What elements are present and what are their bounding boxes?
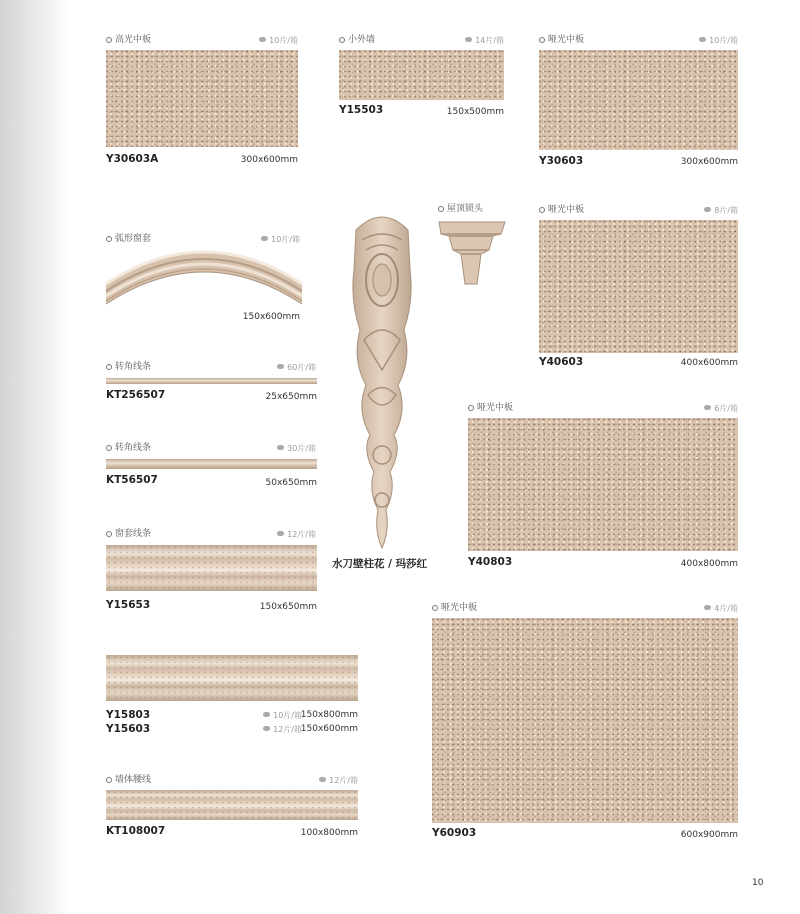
product-code-y15653: Y15653 <box>106 599 151 611</box>
product-name-y40603: 哑光中板 <box>539 205 584 216</box>
product-code-y40803: Y40803 <box>468 556 513 568</box>
bullet-icon <box>468 405 474 411</box>
box-count-y60903: 4片/箱 <box>678 603 738 614</box>
bullet-icon <box>106 37 112 43</box>
box-count-kt108007: 12片/箱 <box>298 775 358 786</box>
tile-swatch-y30603a <box>106 50 298 147</box>
page-spine-shadow <box>0 0 70 914</box>
product-size-y30603a: 300x600mm <box>240 155 298 165</box>
box-icon <box>263 726 270 731</box>
product-size-y40603: 400x600mm <box>680 358 738 368</box>
product-name-kt108007: 墙体腰线 <box>106 775 151 786</box>
box-count-y15803: 10片/箱 <box>250 710 302 721</box>
box-count-y40803: 6片/箱 <box>678 403 738 414</box>
bullet-icon <box>106 531 112 537</box>
molding-kt256507 <box>106 378 317 384</box>
bullet-icon <box>539 37 545 43</box>
arc-molding-image <box>104 246 304 308</box>
product-size-y30603: 300x600mm <box>680 157 738 167</box>
box-count-kt56507: 30片/箱 <box>256 443 316 454</box>
roof-keystone-image <box>437 220 507 286</box>
product-name-kt56507: 转角线条 <box>106 443 151 454</box>
product-size-y60903: 600x900mm <box>680 830 738 840</box>
box-icon <box>259 37 266 42</box>
product-size-kt56507: 50x650mm <box>265 478 317 488</box>
product-code-y15803: Y15803 <box>106 709 151 721</box>
product-code-kt56507: KT56507 <box>106 474 158 486</box>
product-size-kt108007: 100x800mm <box>300 828 358 838</box>
box-count-kt256507: 60片/箱 <box>256 362 316 373</box>
bullet-icon <box>432 605 438 611</box>
box-count-y15603: 12片/箱 <box>250 724 302 735</box>
tile-swatch-y15503 <box>339 50 504 100</box>
product-size-y15653: 150x650mm <box>259 602 317 612</box>
product-name-y15653: 窗套线条 <box>106 529 151 540</box>
molding-kt56507 <box>106 459 317 469</box>
box-count-y15653: 12片/箱 <box>256 529 316 540</box>
product-code-y15503: Y15503 <box>339 104 384 116</box>
bullet-icon <box>106 236 112 242</box>
box-icon <box>261 236 268 241</box>
box-icon <box>277 445 284 450</box>
tile-swatch-y60903 <box>432 618 738 823</box>
product-code-y15603: Y15603 <box>106 723 151 735</box>
product-name-y15503: 小外墙 <box>339 35 375 46</box>
box-count-y40603: 8片/箱 <box>678 205 738 216</box>
product-code-y60903: Y60903 <box>432 827 477 839</box>
molding-kt108007 <box>106 790 358 820</box>
box-count-y30603a: 10片/箱 <box>238 35 298 46</box>
product-code-kt108007: KT108007 <box>106 825 166 837</box>
page-number: 10 <box>752 878 764 888</box>
bullet-icon <box>106 777 112 783</box>
product-size-y15503: 150x500mm <box>446 107 504 117</box>
product-name-y30603a: 高光中板 <box>106 35 151 46</box>
molding-y15803 <box>106 655 358 701</box>
product-size-kt256507: 25x650mm <box>265 392 317 402</box>
box-icon <box>704 605 711 610</box>
product-size-y15803: 150x800mm <box>300 710 358 720</box>
product-code-y40603: Y40603 <box>539 356 584 368</box>
product-name-kt256507: 转角线条 <box>106 362 151 373</box>
box-count-y15503: 14片/箱 <box>444 35 504 46</box>
product-name-y40803: 哑光中板 <box>468 403 513 414</box>
product-code-kt256507: KT256507 <box>106 389 166 401</box>
box-icon <box>465 37 472 42</box>
box-icon <box>277 364 284 369</box>
box-icon <box>277 531 284 536</box>
box-count-arc: 10片/箱 <box>240 234 300 245</box>
bullet-icon <box>106 364 112 370</box>
product-size-y40803: 400x800mm <box>680 559 738 569</box>
box-icon <box>699 37 706 42</box>
box-icon <box>263 712 270 717</box>
product-code-y30603: Y30603 <box>539 155 584 167</box>
tile-swatch-y40803 <box>468 418 738 551</box>
product-name-y60903: 哑光中板 <box>432 603 477 614</box>
bullet-icon <box>539 207 545 213</box>
bullet-icon <box>339 37 345 43</box>
product-name-arc: 弧形窗套 <box>106 234 151 245</box>
product-size-arc: 150x600mm <box>242 312 300 322</box>
product-name-y30603: 哑光中板 <box>539 35 584 46</box>
bullet-icon <box>438 206 444 212</box>
bullet-icon <box>106 445 112 451</box>
molding-y15653 <box>106 545 317 591</box>
product-name-roof: 屋顶锁头 <box>438 204 483 215</box>
tile-swatch-y30603 <box>539 50 738 150</box>
pillar-ornament-image <box>348 210 416 550</box>
product-code-y30603a: Y30603A <box>106 153 159 165</box>
box-icon <box>704 207 711 212</box>
tile-swatch-y40603 <box>539 220 738 353</box>
box-icon <box>319 777 326 782</box>
pillar-caption: 水刀壁柱花 / 玛莎红 <box>332 558 428 570</box>
box-icon <box>704 405 711 410</box>
product-size-y15603: 150x600mm <box>300 724 358 734</box>
box-count-y30603: 10片/箱 <box>678 35 738 46</box>
